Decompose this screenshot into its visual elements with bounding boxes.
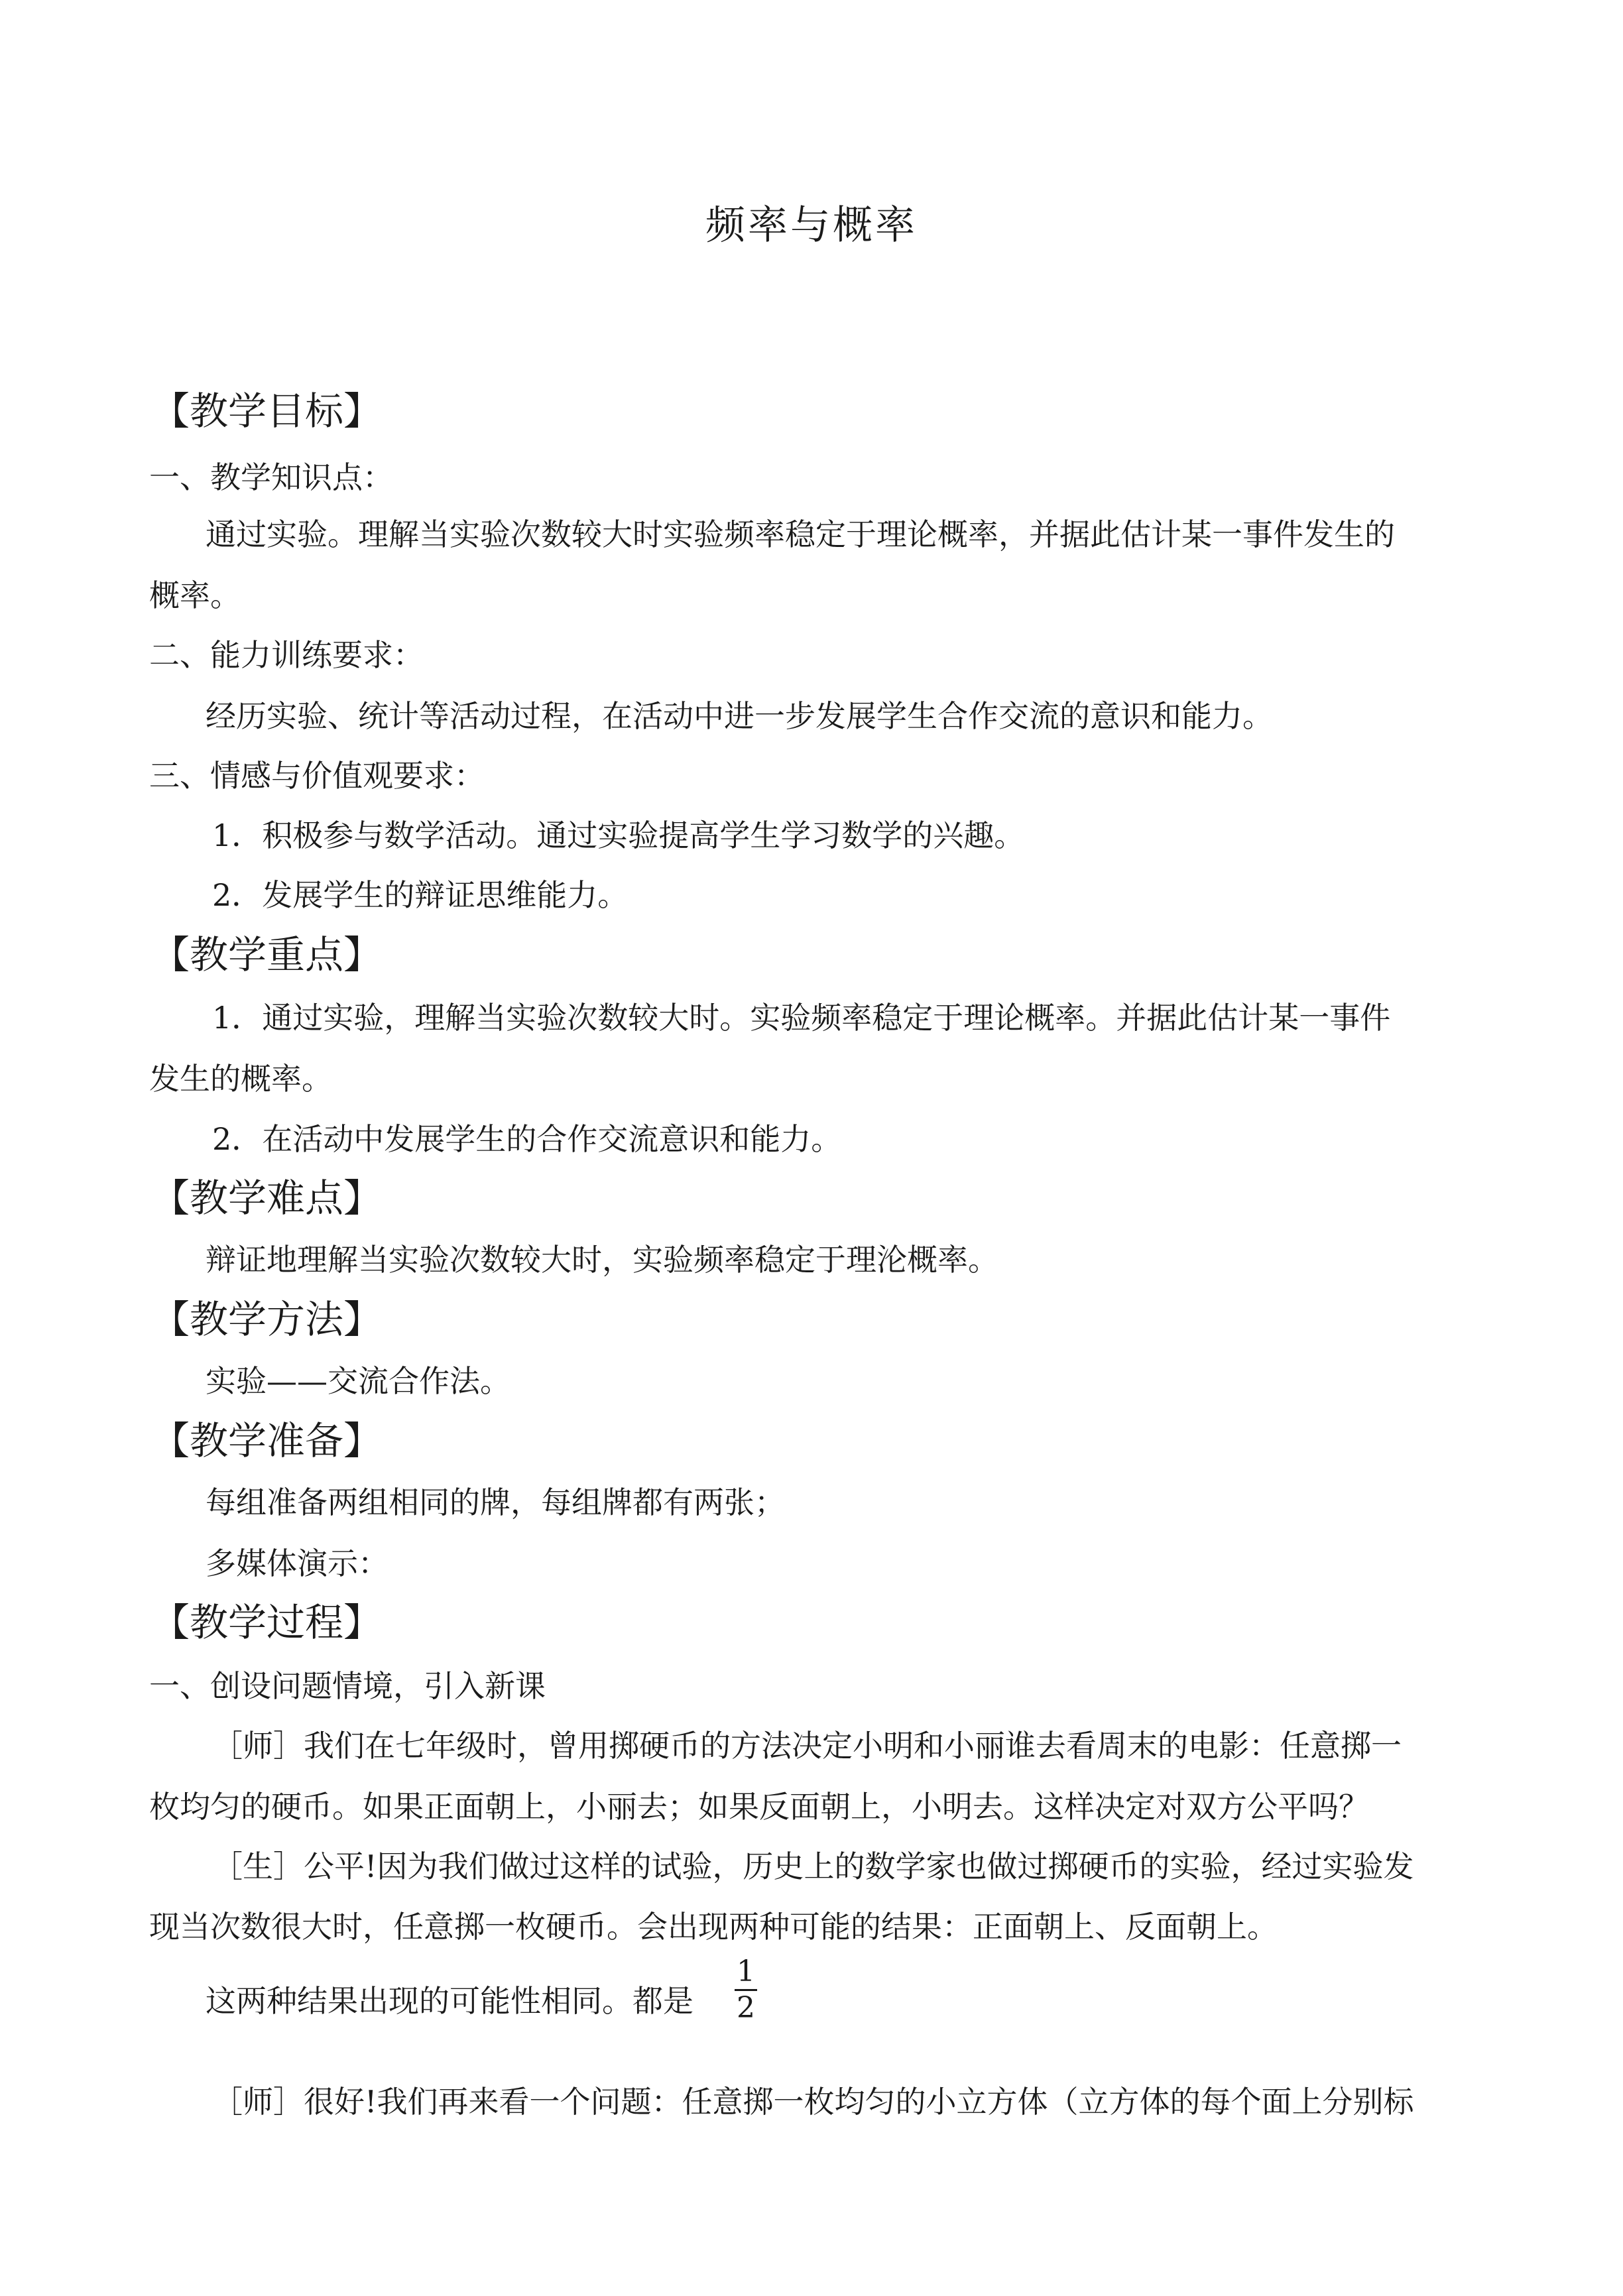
difficulty-heading: 【教学难点】: [151, 1176, 383, 1221]
key-point-item-continued: 发生的概率。: [149, 1061, 332, 1097]
key-point-item: 1．通过实验，理解当实验次数较大时。实验频率稳定于理论概率。并据此估计某一事件: [212, 1000, 1391, 1036]
difficulty-paragraph: 辩证地理解当实验次数较大时，实验频率稳定于理沦概率。: [206, 1242, 998, 1278]
process-section-heading: 一、创设问题情境，引入新课: [149, 1668, 546, 1704]
knowledge-paragraph-line: 概率。: [149, 577, 241, 613]
preparation-line: 每组准备两组相同的牌，每组牌都有两张；: [206, 1484, 785, 1520]
knowledge-heading: 一、教学知识点：: [149, 459, 393, 495]
ability-paragraph: 经历实验、统计等活动过程，在活动中进一步发展学生合作交流的意识和能力。: [206, 698, 1273, 734]
method-heading: 【教学方法】: [151, 1297, 383, 1342]
process-paragraph-line: ［师］很好!我们再来看一个问题：任意掷一枚均匀的小立方体（立方体的每个面上分别标: [212, 2084, 1414, 2120]
key-point-item: 2．在活动中发展学生的合作交流意识和能力。: [212, 1121, 842, 1157]
objectives-heading: 【教学目标】: [151, 389, 383, 434]
emotion-heading: 三、情感与价值观要求：: [149, 758, 485, 794]
process-paragraph-line: ［师］我们在七年级时，曾用掷硬币的方法决定小明和小丽谁去看周末的电影：任意掷一: [212, 1728, 1402, 1764]
preparation-heading: 【教学准备】: [151, 1418, 383, 1463]
key-points-heading: 【教学重点】: [151, 932, 383, 977]
preparation-line: 多媒体演示：: [206, 1545, 389, 1581]
process-heading: 【教学过程】: [151, 1600, 383, 1645]
process-paragraph-line: 枚均匀的硬币。如果正面朝上，小丽去；如果反面朝上，小明去。这样决定对双方公平吗？: [149, 1789, 1369, 1825]
fraction-denominator: 2: [737, 1991, 755, 2025]
ability-heading: 二、能力训练要求：: [149, 637, 424, 673]
process-paragraph-line: 现当次数很大时，任意掷一枚硬币。会出现两种可能的结果：正面朝上、反面朝上。: [149, 1909, 1278, 1945]
method-paragraph: 实验——交流合作法。: [206, 1363, 511, 1399]
process-paragraph-line: ［生］公平!因为我们做过这样的试验，历史上的数学家也做过掷硬币的实验，经过实验发: [212, 1848, 1414, 1884]
emotion-item: 1．积极参与数学活动。通过实验提高学生学习数学的兴趣。: [212, 817, 1025, 853]
fraction-one-half: [735, 1956, 757, 2024]
page-title: 频率与概率: [705, 202, 918, 249]
fraction-numerator: 1: [737, 1955, 755, 1988]
emotion-item: 2．发展学生的辩证思维能力。: [212, 877, 629, 913]
process-paragraph-line: 这两种结果出现的可能性相同。都是: [206, 1983, 693, 2019]
knowledge-paragraph-line: 通过实验。理解当实验次数较大时实验频率稳定于理论概率，并据此估计某一事件发生的: [206, 516, 1395, 552]
